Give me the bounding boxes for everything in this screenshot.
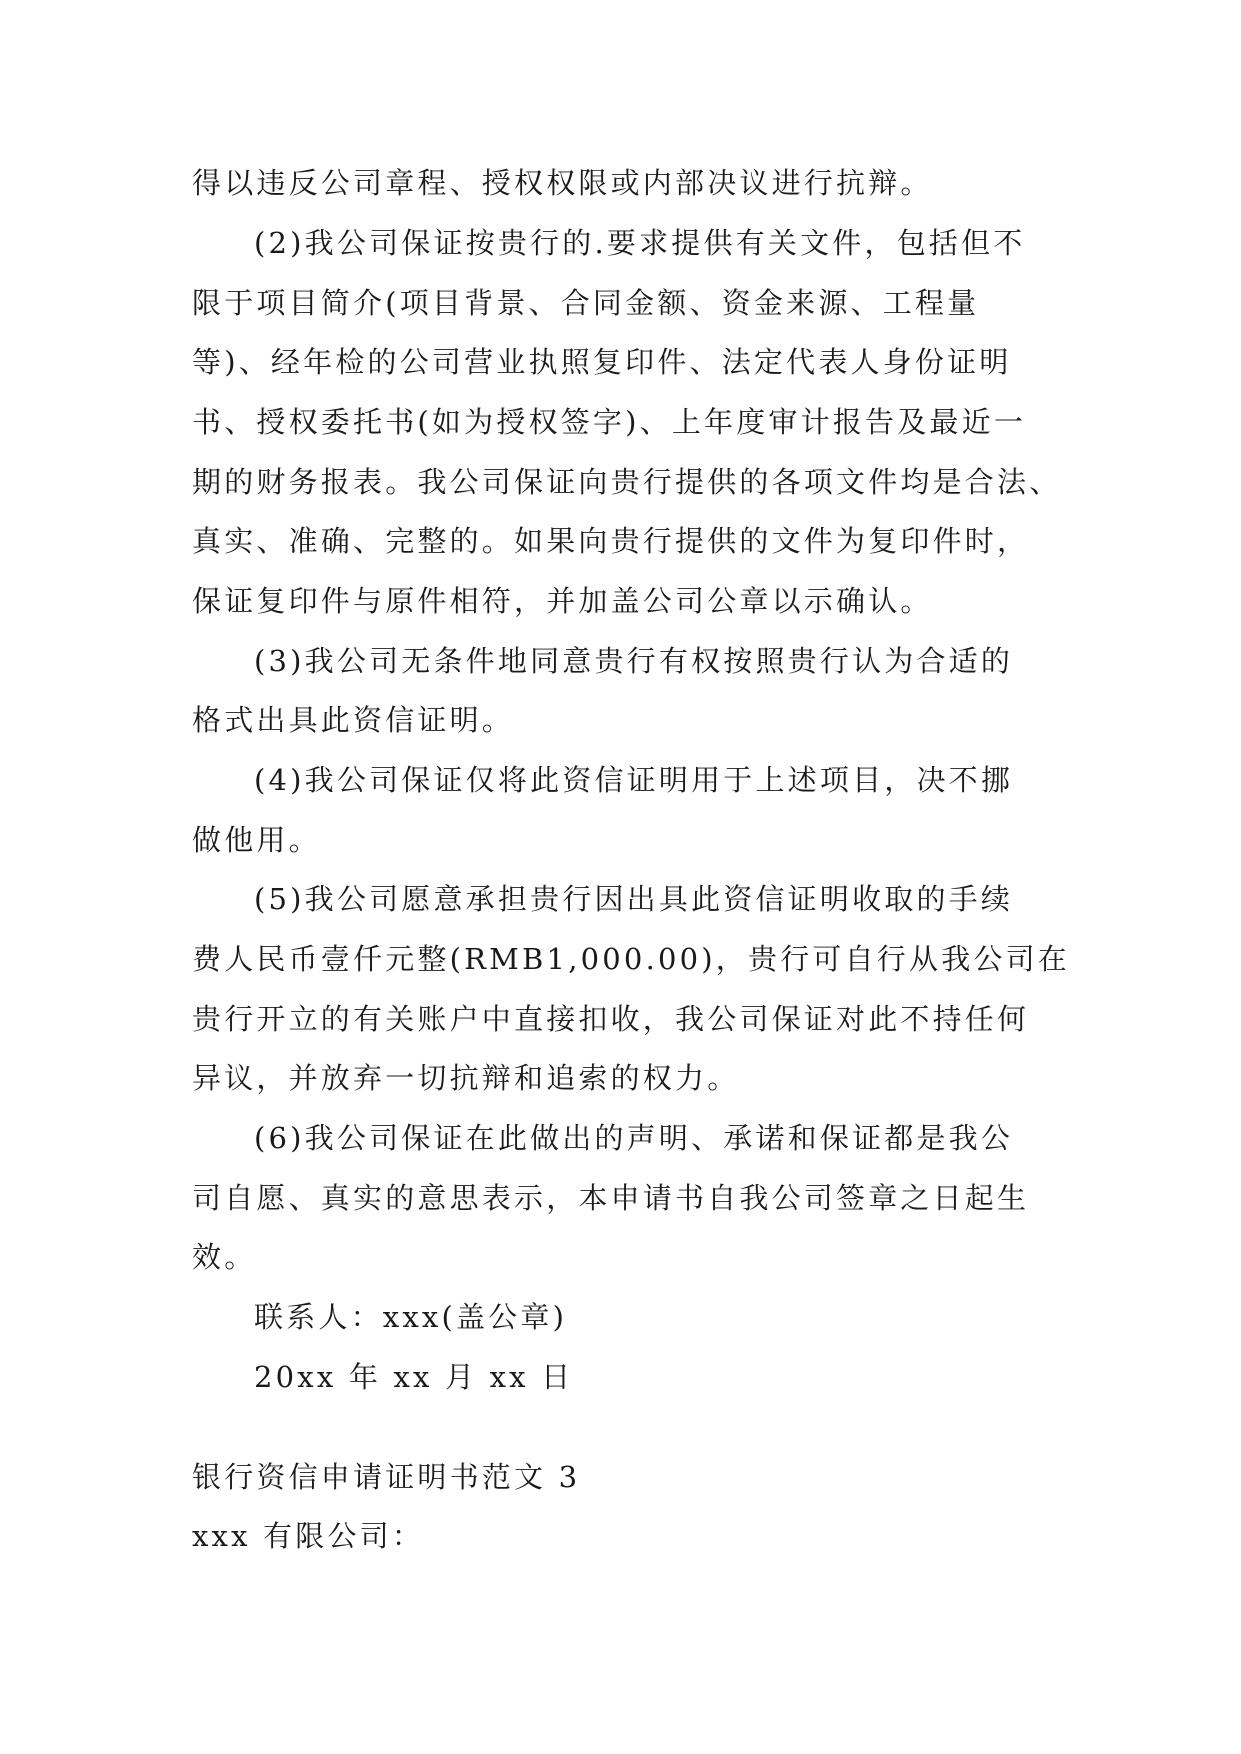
paragraph-line: 异议，并放弃一切抗辩和追索的权力。 [192,1061,740,1095]
paragraph-line: 格式出具此资信证明。 [192,703,515,737]
paragraph-line: (2)我公司保证按贵行的.要求提供有关文件，包括但不 [254,226,1026,260]
paragraph-line: 做他用。 [192,823,321,857]
paragraph-line: (5)我公司愿意承担贵行因出具此资信证明收取的手续 [254,882,1014,916]
date-line: 20xx 年 xx 月 xx 日 [254,1360,574,1394]
paragraph-line: 等)、经年检的公司营业执照复印件、法定代表人身份证明 [192,345,1012,379]
paragraph-line: 贵行开立的有关账户中直接扣收，我公司保证对此不持任何 [192,1002,1030,1036]
paragraph-line: 效。 [192,1240,257,1274]
paragraph-line: 限于项目简介(项目背景、合同金额、资金来源、工程量 [192,286,980,320]
paragraph-line: (4)我公司保证仅将此资信证明用于上述项目，决不挪 [254,763,1014,797]
paragraph-line: 保证复印件与原件相符，并加盖公司公章以示确认。 [192,584,933,618]
paragraph-line: 得以违反公司章程、授权权限或内部决议进行抗辩。 [192,166,933,200]
paragraph-line: 书、授权委托书(如为授权签字)、上年度审计报告及最近一 [192,405,1027,439]
paragraph-line: (3)我公司无条件地同意贵行有权按照贵行认为合适的 [254,644,1014,678]
paragraph-line: (6)我公司保证在此做出的声明、承诺和保证都是我公 [254,1121,1014,1155]
paragraph-line: 期的财务报表。我公司保证向贵行提供的各项文件均是合法、 [192,465,1062,499]
section-title: 银行资信申请证明书范文 3 [192,1460,581,1494]
paragraph-line: 真实、准确、完整的。如果向贵行提供的文件为复印件时， [192,524,1030,558]
paragraph-line: 司自愿、真实的意思表示，本申请书自我公司签章之日起生 [192,1181,1030,1215]
addressee-line: xxx 有限公司： [192,1519,425,1553]
paragraph-line: 费人民币壹仟元整(RMB1,000.00)，贵行可自行从我公司在 [192,942,1071,976]
contact-line: 联系人：xxx(盖公章) [254,1300,568,1334]
